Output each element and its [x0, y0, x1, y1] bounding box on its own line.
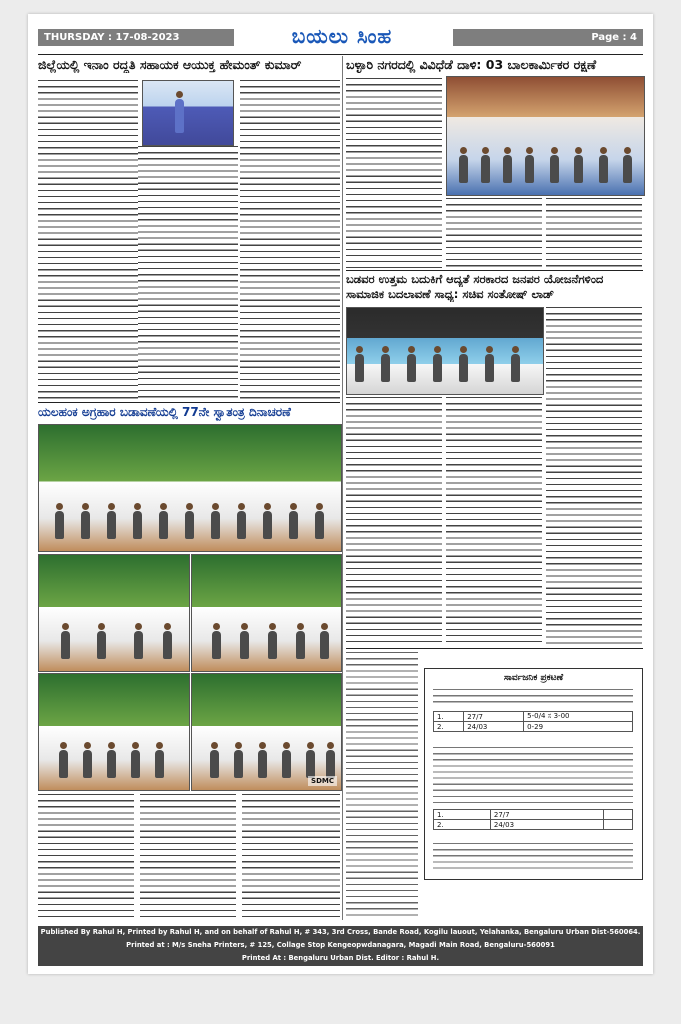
- table-cell: 5-0/4 ಸ 3-00: [524, 712, 633, 722]
- masthead-divider: [38, 54, 643, 55]
- masthead: [38, 24, 643, 52]
- public-notice-box: [424, 668, 643, 880]
- article-text-middle-right-col2: [446, 397, 542, 645]
- public-notice-footer-text: [433, 843, 633, 873]
- event-photo-1: [38, 554, 190, 672]
- divider-middle-left: [38, 402, 340, 403]
- notice-table-1: [433, 711, 633, 732]
- article-text-middle-right-col3: [546, 307, 642, 645]
- footer-line-2: Printed at : M/s Sneha Printers, # 125, Collage Stop Kengeopwdanagara, Magadi Main Road, Bengaluru-560091: [126, 941, 555, 949]
- table-cell: 24/03: [464, 722, 524, 732]
- article-text-top-right-col1: [346, 78, 442, 268]
- table-cell: 2.: [434, 722, 464, 732]
- article-text-middle-left-col1: [38, 794, 134, 920]
- table-row: [434, 712, 633, 722]
- article-text-middle-left-col2: [140, 794, 236, 920]
- article-text-top-left-col2: [138, 146, 238, 400]
- headline-middle-left: ಯಲಹಂಕ ಅಗ್ರಹಾರ ಬಡಾವಣೆಯಲ್ಲಿ 77ನೇ ಸ್ವಾತಂತ್ರ ದಿನಾಚರಣೆ: [38, 404, 340, 421]
- article-text-middle-right-col1: [346, 397, 442, 645]
- table-cell: 27/7: [464, 712, 524, 722]
- article-text-top-right-col3: [546, 198, 642, 268]
- official-portrait-photo: [142, 80, 234, 146]
- event-photo-4: [191, 673, 342, 791]
- column-divider: [342, 56, 343, 920]
- notice-table-2: [433, 809, 633, 830]
- sdmc-label: SDMC: [308, 776, 337, 786]
- minister-event-photo: [346, 307, 544, 395]
- footer-line-1: Published By Rahul H, Printed by Rahul H, and on behalf of Rahul H, # 343, 3rd Cross, Bande Road, Kogilu lauout, Yelahanka, Bengaluru Urban Dist-560064.: [40, 928, 641, 936]
- headline-middle-right-line2: ಸಾಮಾಜಿಕ ಬದಲಾವಣೆ ಸಾಧ್ಯ: ಸಚಿವ ಸಂತೋಷ್ ಲಾಡ್: [346, 287, 643, 302]
- headline-top-right: ಬಳ್ಳಾರಿ ನಗರದಲ್ಲಿ ವಿವಿಧೆಡೆ ದಾಳಿ: 03 ಬಾಲಕಾರ್ಮಿಕರ ರಕ್ಷಣೆ: [346, 56, 643, 73]
- table-cell: [603, 820, 632, 830]
- article-text-top-left-col3: [240, 80, 340, 400]
- newspaper-title: ಬಯಲು ಸಿಂಹ: [291, 24, 393, 48]
- article-text-top-left-col1: [38, 80, 138, 400]
- table-cell: 2.: [434, 820, 491, 830]
- labor-department-photo: [446, 76, 645, 196]
- article-text-middle-left-col3: [242, 794, 340, 920]
- newspaper-page: [28, 14, 653, 974]
- page-number: Page : 4: [453, 29, 643, 46]
- divider-top-right: [346, 270, 643, 271]
- table-row: [434, 722, 633, 732]
- independence-day-group-photo: [38, 424, 342, 552]
- table-cell: 1.: [434, 712, 464, 722]
- public-notice-title: ಸಾರ್ವಜನಿಕ ಪ್ರಕಟಣೆ: [503, 673, 564, 683]
- table-cell: 0-29: [524, 722, 633, 732]
- headline-top-left: ಜಿಲ್ಲೆಯಲ್ಲಿ ಇನಾಂ ರದ್ದತಿ ಸಹಾಯಕ ಆಯುಕ್ತ ಹೇಮಂತ್ ಕುಮಾರ್: [38, 56, 339, 73]
- table-cell: 27/7: [490, 810, 603, 820]
- divider-lower-right: [346, 648, 643, 649]
- table-cell: [603, 810, 632, 820]
- table-row: [434, 820, 633, 830]
- public-notice-intro-text: [433, 689, 633, 707]
- event-photo-3: [38, 673, 190, 791]
- footer-line-3: Printed At : Bengaluru Urban Dist. Editor : Rahul H.: [241, 954, 440, 962]
- event-photo-2: [191, 554, 342, 672]
- table-row: [434, 810, 633, 820]
- public-notice-middle-text: [433, 747, 633, 805]
- classified-notice-text: [346, 652, 418, 916]
- table-cell: 1.: [434, 810, 491, 820]
- table-cell: 24/03: [490, 820, 603, 830]
- headline-middle-right-line1: ಬಡವರ ಉತ್ತಮ ಬದುಕಿಗೆ ಆದ್ಯತೆ ಸರಕಾರದ ಜನಪರ ಯೋಜನೆಗಳಿಂದ: [346, 272, 643, 287]
- article-text-top-right-col2: [446, 198, 542, 268]
- date-label: THURSDAY : 17-08-2023: [38, 29, 234, 46]
- footer-imprint: [38, 926, 643, 966]
